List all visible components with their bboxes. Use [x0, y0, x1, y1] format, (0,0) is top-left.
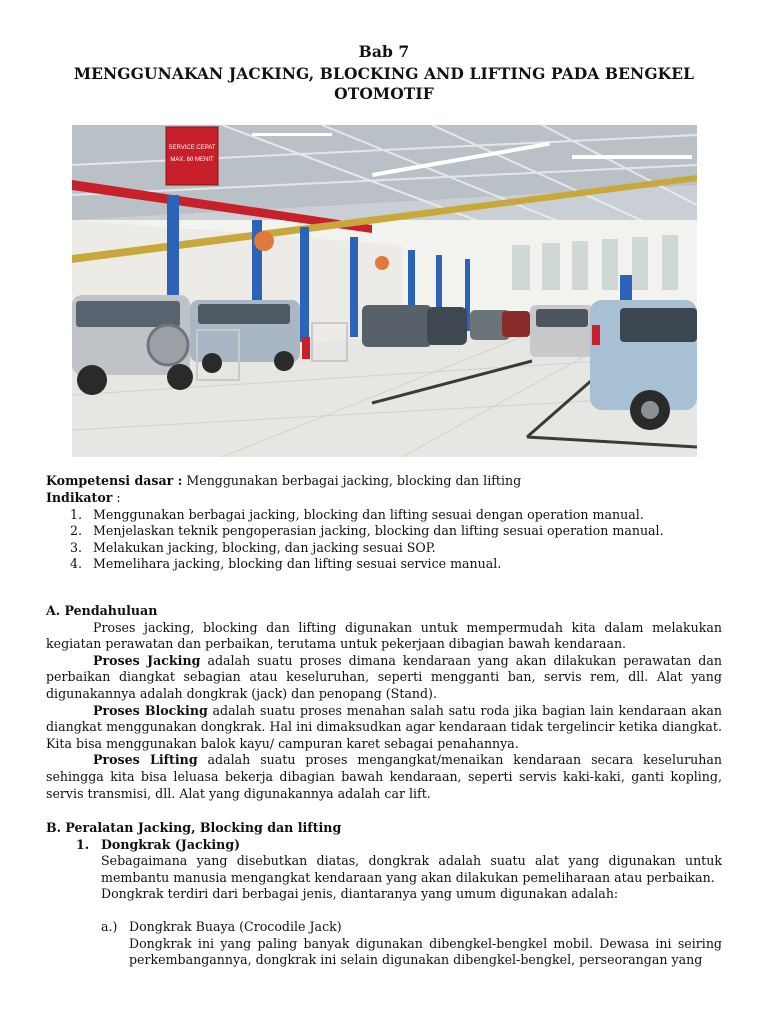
item-a-label: a.) — [101, 918, 118, 934]
kompetensi-text: Menggunakan berbagai jacking, blocking dan lifting — [182, 473, 522, 488]
subsection-1-heading — [46, 837, 722, 854]
section-a — [46, 603, 722, 802]
chapter-title-line-1: MENGGUNAKAN JACKING, BLOCKING AND LIFTING PADA BENGKEL — [73, 64, 695, 83]
chapter-title-line-2: OTOMOTIF — [334, 84, 434, 103]
list-item — [46, 540, 722, 557]
term-lifting: Proses Lifting — [93, 752, 198, 768]
kompetensi-label: Kompetensi dasar : — [46, 473, 183, 488]
term-jacking: Proses Jacking — [93, 652, 201, 668]
indikator-heading — [46, 490, 722, 507]
list-text: Melakukan jacking, blocking, dan jacking sesuai SOP. — [93, 539, 436, 555]
section-b — [46, 820, 722, 969]
subsection-1-paragraph-1: Sebagaimana yang disebutkan diatas, dongkrak adalah suatu alat yang digunakan untuk membantu manusia mengangkat kendaraan yang akan dilakukan pemeliharaan atau perbaikan. — [101, 853, 722, 885]
list-item — [46, 507, 722, 524]
item-a-heading — [101, 919, 722, 936]
paragraph-text: adalah suatu proses menahan salah satu roda jika bagian lain kendaraan akan diangkat menggunakan dongkrak. Hal ini dimaksudkan agar kendaraan tidak tergelincir ketika diangkat. Kita bisa menggunakan balok kayu/ campuran karet sebagai penahannya. — [46, 702, 723, 751]
section-a-paragraph-2 — [46, 653, 722, 703]
sign-text-2: MAX. 60 MENIT — [170, 157, 214, 163]
section-b-heading: B. Peralatan Jacking, Blocking dan lifting — [46, 820, 342, 835]
list-text: Menggunakan berbagai jacking, blocking dan lifting sesuai dengan operation manual. — [93, 506, 644, 522]
subsection-1-body — [46, 853, 722, 969]
list-number: 1. — [70, 506, 83, 522]
section-a-paragraph-3 — [46, 703, 722, 753]
section-a-paragraph-1: Proses jacking, blocking dan lifting digunakan untuk mempermudah kita dalam melakukan kegiatan perawatan dan perbaikan, terutama untuk pekerjaan dibagian bawah kendaraan. — [46, 619, 722, 652]
list-number: 3. — [70, 539, 83, 555]
list-text: Memelihara jacking, blocking dan lifting sesuai service manual. — [93, 556, 502, 572]
list-number: 2. — [70, 523, 83, 539]
section-a-heading: A. Pendahuluan — [46, 603, 158, 618]
sign-text-1: SERVICE CEPAT — [168, 145, 216, 151]
paragraph-text: adalah suatu proses mengangkat/menaikan kendaraan secara keseluruhan sehingga kita bisa leluasa bekerja dibagian bawah kendaraan, seperti servis kaki-kaki, ganti kopling, servis transmisi, dll. Alat yang digunakannya adalah car lift. — [46, 752, 722, 801]
term-blocking: Proses Blocking — [93, 702, 208, 718]
indikator-block — [46, 490, 722, 573]
workshop-photo — [72, 125, 697, 457]
subsection-1-paragraph-2: Dongkrak terdiri dari berbagai jenis, diantaranya yang umum digunakan adalah: — [101, 886, 619, 902]
indikator-label: Indikator — [46, 490, 113, 505]
section-a-paragraph-4 — [46, 752, 722, 802]
list-text: Menjelaskan teknik pengoperasian jacking, blocking dan lifting sesuai operation manual. — [93, 523, 664, 539]
item-a-title: Dongkrak Buaya (Crocodile Jack) — [129, 918, 342, 934]
indikator-list — [46, 507, 722, 573]
kompetensi-line — [46, 473, 722, 490]
item-a-paragraph: Dongkrak ini yang paling banyak digunakan dibengkel-bengkel mobil. Dewasa ini seiring perkembangannya, dongkrak ini selain digunakan dibengkel-bengkel, perseorangan yang — [129, 935, 722, 968]
chapter-label: Bab 7 — [358, 42, 410, 61]
indikator-suffix: : — [112, 490, 121, 505]
subsection-1-number: 1. — [76, 836, 90, 852]
list-item — [46, 523, 722, 540]
list-item — [46, 556, 722, 573]
list-number: 4. — [70, 556, 83, 572]
subsection-1-title: Dongkrak (Jacking) — [101, 836, 241, 852]
paragraph-text: adalah suatu proses dimana kendaraan yang akan dilakukan perawatan dan perbaikan diangkat sebagian atau keseluruhan, seperti mengganti ban, servis rem, dll. Alat yang digunakannya adalah dongkrak (jack) dan penopang (Stand). — [46, 652, 722, 701]
